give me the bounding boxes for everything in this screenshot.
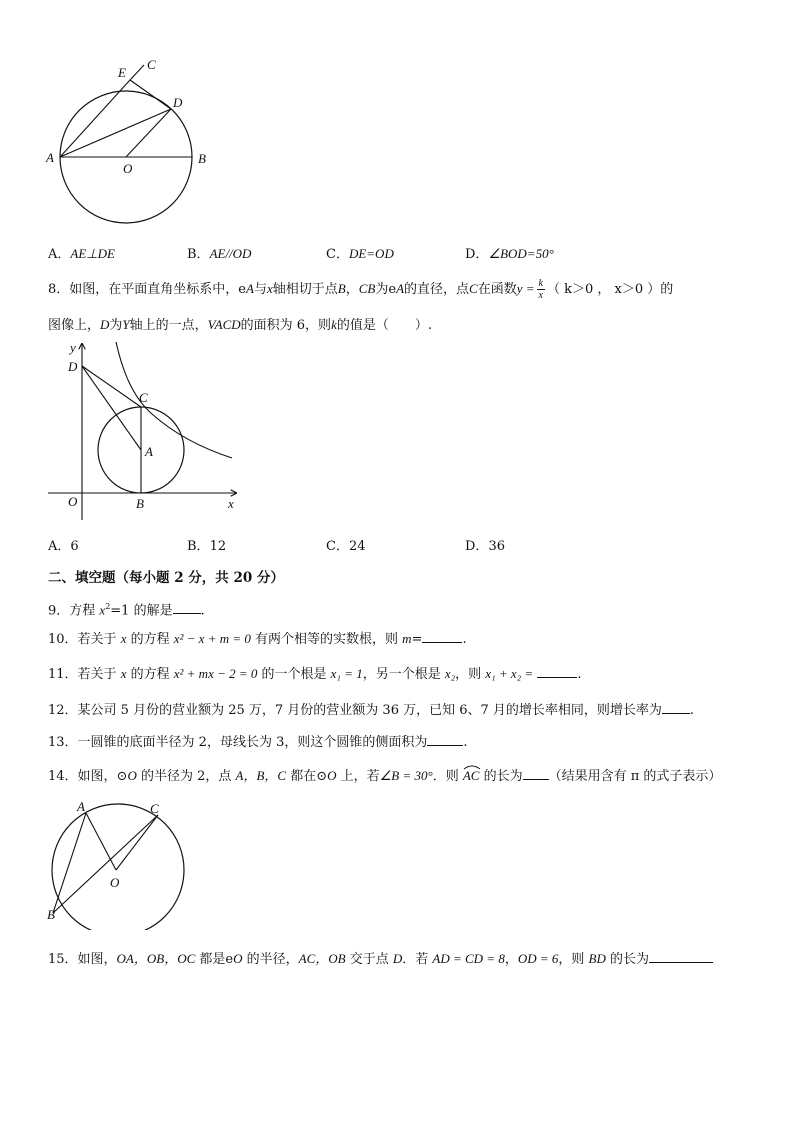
q14-label-c: C (150, 801, 159, 816)
q14-label-a: A (77, 799, 85, 814)
q12: 12．某公司 5 月份的营业额为 25 万，7 月份的营业额为 36 万，已知 6、7 月的增长率相同，则增长率为 . (48, 703, 695, 718)
q7-option-d[interactable]: D．∠BOD=50° (465, 246, 554, 262)
q8-label-d: D (68, 359, 78, 374)
q14-arc-ac: AC (463, 768, 480, 783)
q12-answer-blank[interactable] (662, 701, 690, 714)
q8-option-d[interactable]: D．36 (465, 539, 505, 554)
q9-answer-blank[interactable] (173, 601, 201, 614)
q7-line-ae (60, 80, 130, 157)
q15-answer-blank[interactable] (649, 950, 713, 963)
q8-fraction: $\frac{k}{x}$ (538, 278, 543, 301)
q7-label-b: B (198, 151, 206, 166)
q7-line-ad (60, 109, 171, 157)
q8-figure (40, 338, 250, 523)
q8-label-a: A (145, 444, 153, 459)
q7-line-od (126, 109, 171, 157)
q7-label-o: O (123, 161, 133, 176)
q7-label-d: D (173, 95, 183, 110)
q10: 10．若关于 x 的方程 x² − x + m = 0 有两个相等的实数根，则 m= . (48, 631, 467, 647)
q8-label-b: B (136, 496, 144, 511)
q8-line-dc (82, 366, 141, 407)
q13-answer-blank[interactable] (427, 733, 463, 746)
q7-line-ed (130, 80, 171, 109)
q10-answer-blank[interactable] (422, 630, 462, 643)
q8-option-b[interactable]: B．12 (187, 539, 227, 554)
q7-label-e: E (118, 65, 126, 80)
q8-label-x: x (228, 496, 234, 511)
q7-option-b[interactable]: B．AE//OD (187, 246, 252, 262)
q7-label-a: A (46, 150, 54, 165)
q8-option-a[interactable]: A．6 (48, 539, 79, 554)
q14-line-ao (86, 813, 116, 870)
q11: 11．若关于 x 的方程 x² + mx − 2 = 0 的一个根是 x₁ = 1，另一个根是 x₂，则 x₁ + x₂ = . (48, 666, 582, 682)
q7-option-a[interactable]: A．AE⊥DE (48, 246, 115, 262)
q8-label-y: y (70, 340, 76, 355)
q14-line-oc (116, 815, 158, 870)
q8-line-1: 8．如图，在平面直角坐标系中，eA与x轴相切于点B，CB为eA的直径，点C在函数y = $\frac{k}{x}$ （ k＞0 ， x＞0 ）的 (48, 278, 674, 301)
q8-line-2: 图像上，D为Y轴上的一点，VACD的面积为 6，则k的值是（ ）. (48, 317, 432, 333)
q13: 13．一圆锥的底面半径为 2，母线长为 3，则这个圆锥的侧面积为 . (48, 735, 468, 750)
q14-arc-mark-icon (463, 764, 481, 770)
q7-line-ec (130, 65, 144, 80)
q15: 15．如图，OA，OB，OC 都是eO 的半径，AC，OB 交于点 D．若 AD = CD = 8，OD = 6，则 BD 的长为 (48, 950, 713, 969)
q7-option-c[interactable]: C．DE=OD (326, 246, 394, 262)
q14-label-o: O (110, 875, 120, 890)
q8-hyperbola (116, 342, 232, 458)
q14: 14．如图，⊙O 的半径为 2，点 A，B，C 都在⊙O 上，若∠B = 30°．则 AC 的长为 （结果用含有 π 的式子表示） (48, 767, 721, 786)
q8-label-o: O (68, 494, 78, 509)
q11-answer-blank[interactable] (537, 665, 577, 678)
q14-label-b: B (47, 907, 55, 922)
q8-option-c[interactable]: C．24 (326, 539, 366, 554)
q7-figure (40, 55, 220, 235)
section-title-fill-in: 二、填空题（每小题 2 分，共 20 分） (48, 570, 284, 586)
q9: 9．方程 $x^2=1$ 的解是 . (48, 602, 205, 619)
q7-label-c: C (147, 57, 156, 72)
q8-label-c: C (139, 390, 148, 405)
q14-figure (40, 795, 200, 930)
q14-answer-blank[interactable] (523, 767, 549, 780)
